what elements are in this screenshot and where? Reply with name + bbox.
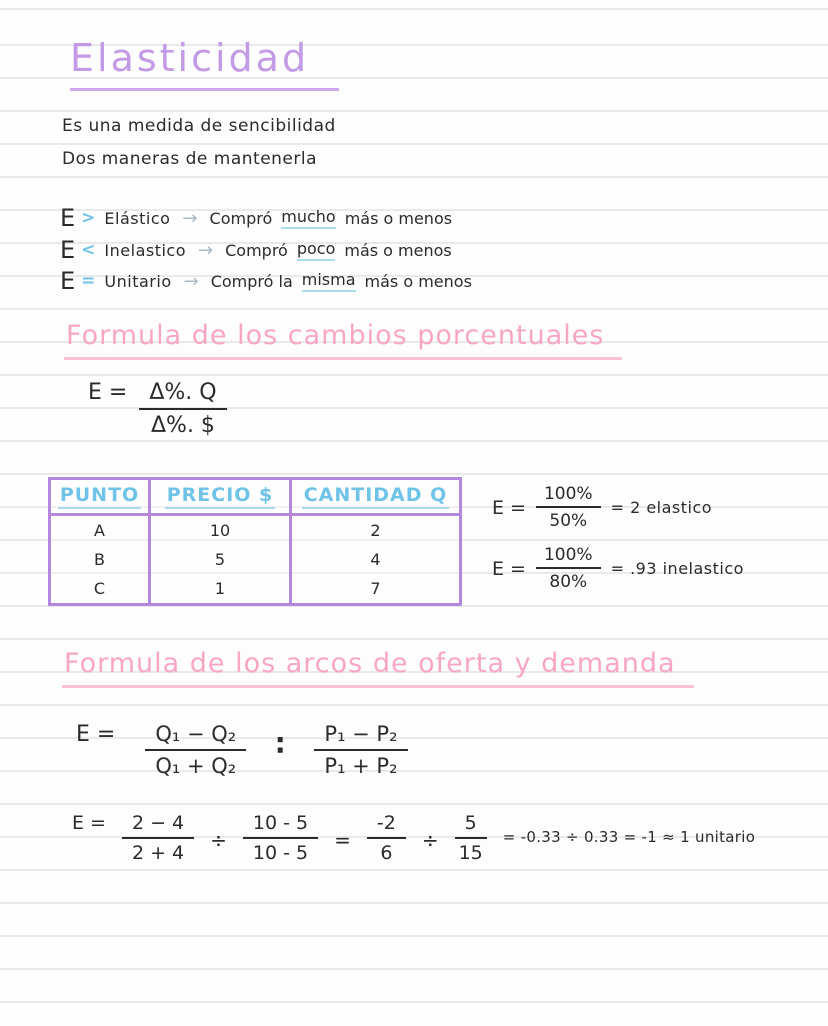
table-header-precio: PRECIO $ xyxy=(151,480,292,516)
arrow-icon: → xyxy=(198,239,214,261)
formula-lhs: E = xyxy=(88,380,128,405)
fraction-denominator: 50% xyxy=(549,511,588,531)
type-text-after: más o menos xyxy=(344,208,453,228)
fraction-denominator: Q₁ + Q₂ xyxy=(155,754,237,778)
example-fraction-3 xyxy=(367,812,406,864)
underlined-word: mucho xyxy=(281,207,335,229)
type-text-before: Compró xyxy=(209,208,273,228)
intro-line-1: Es una medida de sencibilidad xyxy=(62,116,336,136)
calculation-inelastic xyxy=(492,545,744,592)
fraction-denominator: 2 + 4 xyxy=(131,842,185,864)
fraction-numerator: P₁ − P₂ xyxy=(314,722,407,751)
calc-result: = 2 elastico xyxy=(610,498,713,517)
page-title: Elasticidad xyxy=(70,36,339,91)
table-cell: 1 xyxy=(151,574,292,603)
fraction-numerator: -2 xyxy=(367,812,406,839)
e-symbol: E xyxy=(60,204,76,232)
fraction-denominator: 10 - 5 xyxy=(252,842,309,864)
section-heading-porcentuales: Formula de los cambios porcentuales xyxy=(64,320,622,360)
calc-result: = .93 inelastico xyxy=(610,559,744,578)
e-symbol: E xyxy=(60,267,76,295)
elasticity-row-elastico xyxy=(60,204,452,232)
table-cell: 5 xyxy=(151,545,292,574)
fraction-denominator: 80% xyxy=(549,572,588,592)
fraction-numerator: 5 xyxy=(455,812,487,839)
elasticity-row-inelastico xyxy=(60,236,452,264)
underlined-word: poco xyxy=(297,239,336,261)
example-fraction-1 xyxy=(122,812,194,864)
calc-fraction xyxy=(536,545,601,592)
fraction-numerator: 10 - 5 xyxy=(243,812,318,839)
calculation-elastic xyxy=(492,484,712,531)
formula-lhs: E = xyxy=(492,557,526,580)
arrow-icon: → xyxy=(182,207,198,229)
table-cell: A xyxy=(51,516,151,545)
table-header-cantidad: CANTIDAD Q xyxy=(292,480,459,516)
example-fraction-4 xyxy=(455,812,487,864)
division-icon: ÷ xyxy=(210,828,227,852)
fraction-numerator: 100% xyxy=(536,545,601,569)
table-cell: 7 xyxy=(370,579,381,598)
equals-icon: = xyxy=(81,271,96,291)
type-name: Elástico xyxy=(104,208,171,228)
calc-fraction xyxy=(536,484,601,531)
arc-fraction-q xyxy=(145,722,246,778)
e-symbol: E xyxy=(60,236,76,264)
price-quantity-table xyxy=(48,477,462,606)
type-text-after: más o menos xyxy=(344,240,452,260)
fraction-numerator: Δ%. Q xyxy=(139,380,226,410)
type-name: Inelastico xyxy=(104,240,187,260)
arc-formula xyxy=(76,722,408,778)
type-text-before: Compró la xyxy=(210,271,293,291)
arc-example xyxy=(72,812,755,864)
fraction-denominator: Δ%. $ xyxy=(150,413,215,438)
formula-lhs: E = xyxy=(492,496,526,519)
percent-formula xyxy=(88,380,227,438)
formula-lhs: E = xyxy=(76,722,116,747)
fraction-numerator: 100% xyxy=(536,484,601,508)
fraction-numerator: 2 − 4 xyxy=(122,812,194,839)
table-cell: 2 xyxy=(370,521,381,540)
arrow-icon: → xyxy=(183,270,199,292)
table-cell: 10 xyxy=(151,516,292,545)
greater-than-icon: > xyxy=(81,208,96,228)
formula-lhs: E = xyxy=(72,812,106,834)
table-cell: C xyxy=(51,574,151,603)
less-than-icon: < xyxy=(81,240,96,260)
fraction-denominator: 15 xyxy=(458,842,483,864)
equals-sign: = xyxy=(334,828,351,852)
example-result: = -0.33 ÷ 0.33 = -1 ≈ 1 unitario xyxy=(502,828,756,846)
elasticity-row-unitario xyxy=(60,267,472,295)
table-cell: 4 xyxy=(370,550,381,569)
table-header-punto: PUNTO xyxy=(51,480,151,516)
underlined-word: misma xyxy=(302,270,356,292)
type-name: Unitario xyxy=(104,271,172,291)
example-fraction-2 xyxy=(243,812,318,864)
arc-fraction-p xyxy=(314,722,407,778)
section-heading-arcos: Formula de los arcos de oferta y demanda xyxy=(62,648,694,688)
fraction-numerator: Q₁ − Q₂ xyxy=(145,722,246,751)
fraction-denominator: 6 xyxy=(380,842,393,864)
division-dots-icon: ∶ xyxy=(276,729,285,762)
intro-line-2: Dos maneras de mantenerla xyxy=(62,149,318,169)
table-cell: B xyxy=(51,545,151,574)
percent-fraction xyxy=(139,380,226,438)
division-icon: ÷ xyxy=(421,828,439,852)
fraction-denominator: P₁ + P₂ xyxy=(324,754,398,778)
type-text-before: Compró xyxy=(225,240,288,260)
type-text-after: más o menos xyxy=(364,271,472,291)
